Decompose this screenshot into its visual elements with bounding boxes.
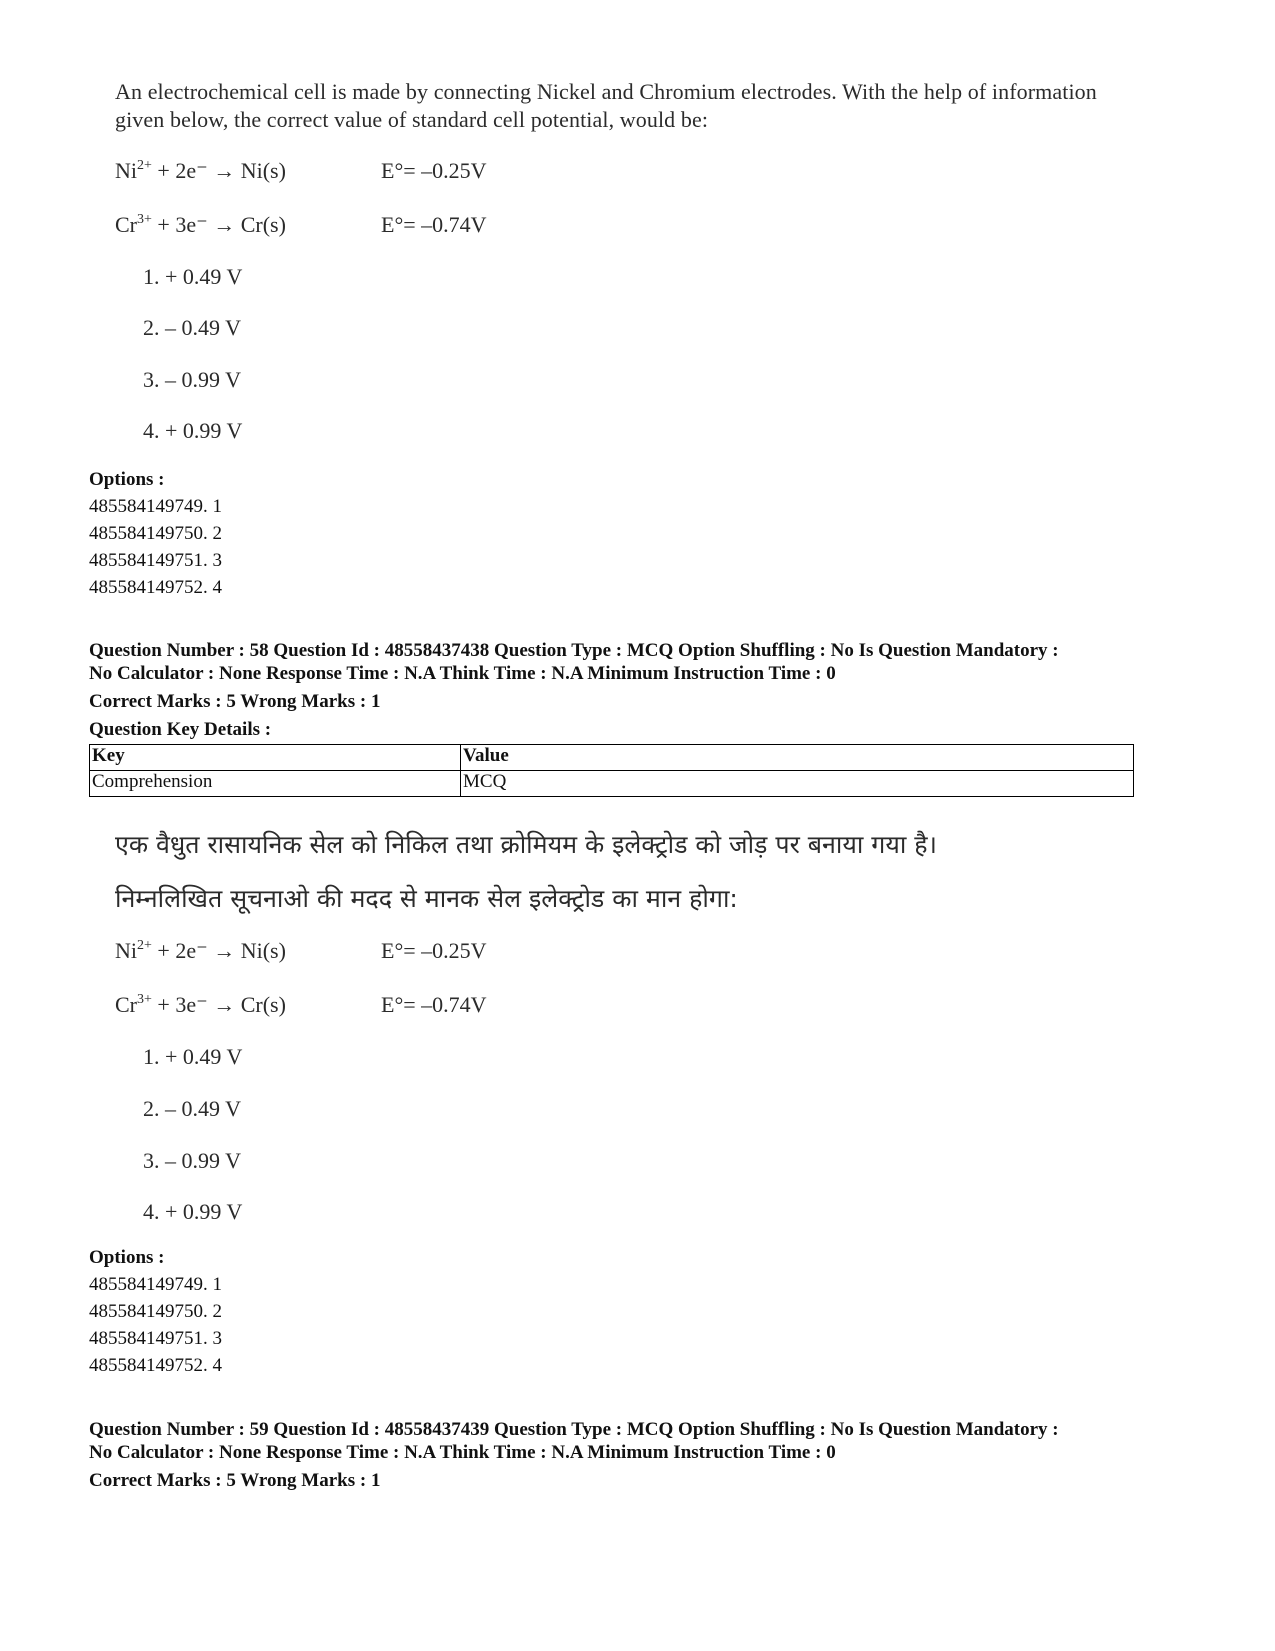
choice-3: 3. – 0.99 V <box>143 367 241 392</box>
charge: 2+ <box>137 158 152 173</box>
choice-1: 1. + 0.49 V <box>143 264 243 289</box>
electrode-potential: E°= –0.74V <box>381 212 487 237</box>
question-meta-line-2: No Calculator : None Response Time : N.A Think Time : N.A Minimum Instruction Time : 0 <box>89 1442 836 1463</box>
choice-4: 4. + 0.99 V <box>143 1199 243 1224</box>
options-block-57 <box>89 466 222 601</box>
question-text: An electrochemical cell is made by connecting Nickel and Chromium electrodes. With the help of information given below, the correct value of standard cell potential, would be: <box>115 79 1097 132</box>
key-details-table <box>89 744 1134 797</box>
question-meta-line-1: Question Number : 58 Question Id : 48558437438 Question Type : MCQ Option Shuffling : No Is Question Mandatory : <box>89 640 1059 661</box>
reaction: + 3e⁻ → Cr(s) <box>157 992 286 1017</box>
reaction: + 2e⁻ → Ni(s) <box>157 938 286 963</box>
reaction: + 3e⁻ → Cr(s) <box>157 212 286 237</box>
option-item: 485584149752. 4 <box>89 577 222 598</box>
table-cell-value: MCQ <box>461 771 1134 797</box>
table-cell-key: Comprehension <box>90 771 461 797</box>
charge: 2+ <box>137 938 152 953</box>
marks-line: Correct Marks : 5 Wrong Marks : 1 <box>89 1470 381 1491</box>
option-item: 485584149752. 4 <box>89 1355 222 1376</box>
options-label: Options : <box>89 469 165 490</box>
option-item: 485584149749. 1 <box>89 496 222 517</box>
marks-line: Correct Marks : 5 Wrong Marks : 1 <box>89 691 381 712</box>
species: Ni <box>115 938 137 963</box>
option-item: 485584149751. 3 <box>89 1328 222 1349</box>
question-meta-line-1: Question Number : 59 Question Id : 48558437439 Question Type : MCQ Option Shuffling : No Is Question Mandatory : <box>89 1419 1059 1440</box>
question-57-image <box>115 78 1125 458</box>
question-58-header <box>89 639 1189 741</box>
column-header-value: Value <box>461 745 1134 771</box>
choice-1: 1. + 0.49 V <box>143 1044 243 1069</box>
options-label: Options : <box>89 1247 165 1268</box>
question-58-image <box>115 830 1125 1230</box>
column-header-key: Key <box>90 745 461 771</box>
choice-2: 2. – 0.49 V <box>143 315 241 340</box>
option-item: 485584149750. 2 <box>89 1301 222 1322</box>
option-item: 485584149750. 2 <box>89 523 222 544</box>
electrode-potential: E°= –0.25V <box>381 158 487 183</box>
electrode-potential: E°= –0.25V <box>381 938 487 963</box>
option-item: 485584149749. 1 <box>89 1274 222 1295</box>
electrode-potential: E°= –0.74V <box>381 992 487 1017</box>
question-meta-line-2: No Calculator : None Response Time : N.A Think Time : N.A Minimum Instruction Time : 0 <box>89 663 836 684</box>
key-details-label: Question Key Details : <box>89 719 272 740</box>
choice-3: 3. – 0.99 V <box>143 1148 241 1173</box>
question-text-hindi-line-1: एक वैधुत रासायनिक सेल को निकिल तथा क्रोमियम के इलेक्ट्रोड को जोड़ पर बनाया गया है। <box>115 830 938 859</box>
species: Cr <box>115 992 137 1017</box>
choice-2: 2. – 0.49 V <box>143 1096 241 1121</box>
choice-4: 4. + 0.99 V <box>143 418 243 443</box>
question-text-hindi-line-2: निम्नलिखित सूचनाओ की मदद से मानक सेल इलेक्ट्रोड का मान होगा: <box>115 884 738 913</box>
species: Cr <box>115 212 137 237</box>
charge: 3+ <box>137 992 152 1007</box>
species: Ni <box>115 158 137 183</box>
charge: 3+ <box>137 212 152 227</box>
options-block-58 <box>89 1244 222 1379</box>
reaction: + 2e⁻ → Ni(s) <box>157 158 286 183</box>
table-header-row <box>90 745 1134 771</box>
table-row <box>90 771 1134 797</box>
question-59-header <box>89 1418 1189 1492</box>
option-item: 485584149751. 3 <box>89 550 222 571</box>
